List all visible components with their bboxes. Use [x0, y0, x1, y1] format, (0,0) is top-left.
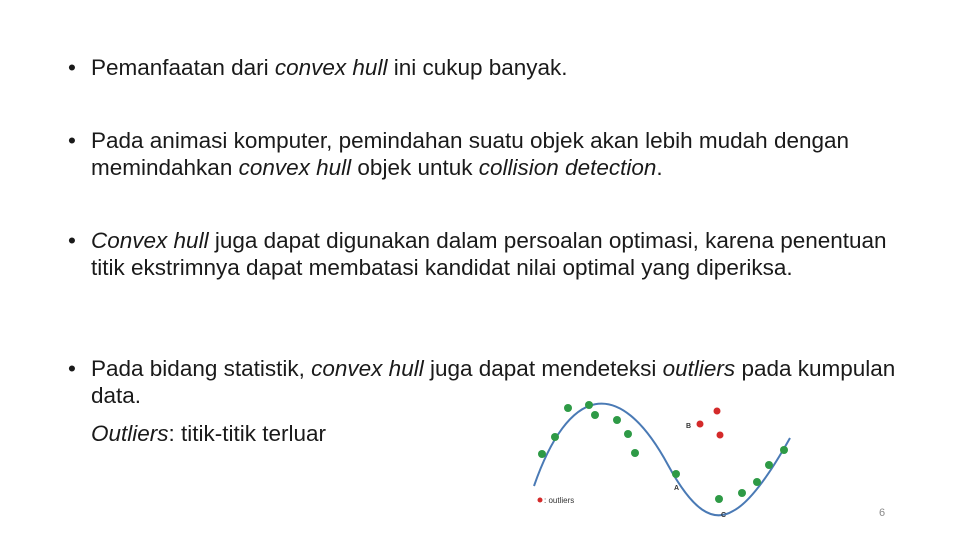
bullet-text: Pada bidang statistik, convex hull juga dapat mendeteksi outliers pada kumpulan data. Outliers: titik-titik terluar — [91, 355, 908, 447]
outlier-points — [697, 408, 724, 439]
inlier-point — [715, 495, 723, 503]
bullet-applications-intro — [68, 54, 908, 81]
inlier-point — [624, 430, 632, 438]
label-b: B — [686, 423, 692, 430]
inlier-point — [753, 478, 761, 486]
bullet-text: Pada animasi komputer, pemindahan suatu objek akan lebih mudah dengan memindahkan convex hull objek untuk collision detection. — [91, 128, 850, 180]
outliers-curve-figure — [528, 393, 798, 525]
bullet-dot: • — [68, 55, 76, 80]
outlier-point — [714, 408, 721, 415]
bullet-computer-animation — [68, 127, 908, 181]
inlier-point — [613, 416, 621, 424]
bullet-dot: • — [68, 228, 76, 253]
legend-label: : outliers — [544, 496, 575, 505]
bullet-text: Convex hull juga dapat digunakan dalam persoalan optimasi, karena penentuan titik ekstrimnya dapat membatasi kandidat nilai optimal yang diperiksa. — [91, 228, 887, 280]
inlier-point — [738, 489, 746, 497]
outlier-point — [697, 421, 704, 428]
bullet-dot: • — [68, 356, 76, 381]
inlier-point — [551, 433, 559, 441]
bullet-optimization — [68, 227, 908, 281]
outliers-definition: Outliers: titik-titik terluar — [91, 421, 327, 446]
page-number: 6 — [878, 507, 886, 519]
bullet-dot: • — [68, 128, 76, 153]
inlier-point — [631, 449, 639, 457]
inlier-point — [765, 461, 773, 469]
inlier-point — [780, 446, 788, 454]
inlier-point — [585, 401, 593, 409]
legend-swatch — [538, 498, 543, 503]
label-a: A — [674, 485, 680, 492]
bullet-text: Pemanfaatan dari convex hull ini cukup banyak. — [91, 55, 568, 80]
inlier-point — [591, 411, 599, 419]
label-c: C — [721, 512, 727, 519]
inlier-point — [538, 450, 546, 458]
outlier-point — [717, 432, 724, 439]
inlier-points — [538, 401, 788, 503]
inlier-point — [672, 470, 680, 478]
inlier-point — [564, 404, 572, 412]
